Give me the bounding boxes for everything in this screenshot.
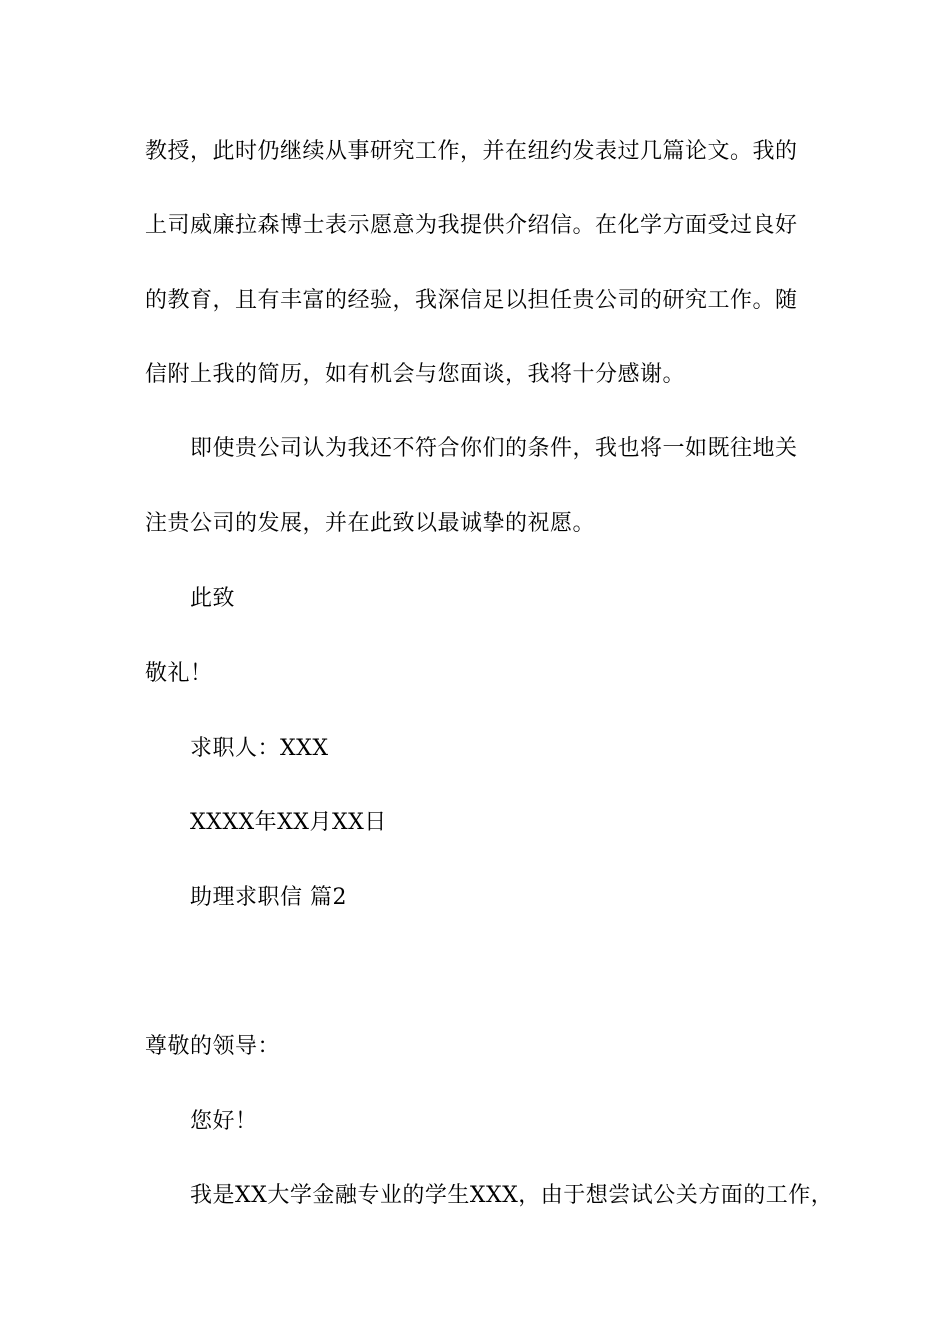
closing-ci-zhi: 此致	[190, 586, 236, 611]
signature-line: 求职人：XXX	[190, 736, 329, 761]
greeting: 您好！	[190, 1109, 258, 1134]
salutation: 尊敬的领导：	[145, 1034, 281, 1059]
paragraph-2-line-2: 注贵公司的发展，并在此致以最诚挚的祝愿。	[145, 511, 596, 536]
paragraph-1-line-4: 信附上我的简历，如有机会与您面谈，我将十分感谢。	[145, 362, 686, 387]
paragraph-1-line-3: 的教育，且有丰富的经验，我深信足以担任贵公司的研究工作。随	[145, 288, 798, 313]
paragraph-1-line-1: 教授，此时仍继续从事研究工作，并在纽约发表过几篇论文。我的	[145, 139, 798, 164]
paragraph-1-line-2: 上司威廉拉森博士表示愿意为我提供介绍信。在化学方面受过良好	[145, 213, 798, 238]
closing-jing-li: 敬礼！	[145, 661, 213, 686]
paragraph-2-line-1: 即使贵公司认为我还不符合你们的条件，我也将一如既往地关	[190, 436, 798, 461]
date-line: XXXX年XX月XX日	[190, 810, 387, 835]
paragraph-3-line-1: 我是XX大学金融专业的学生XXX，由于想尝试公关方面的工作，	[190, 1183, 834, 1208]
section-heading: 助理求职信 篇2	[190, 885, 347, 910]
